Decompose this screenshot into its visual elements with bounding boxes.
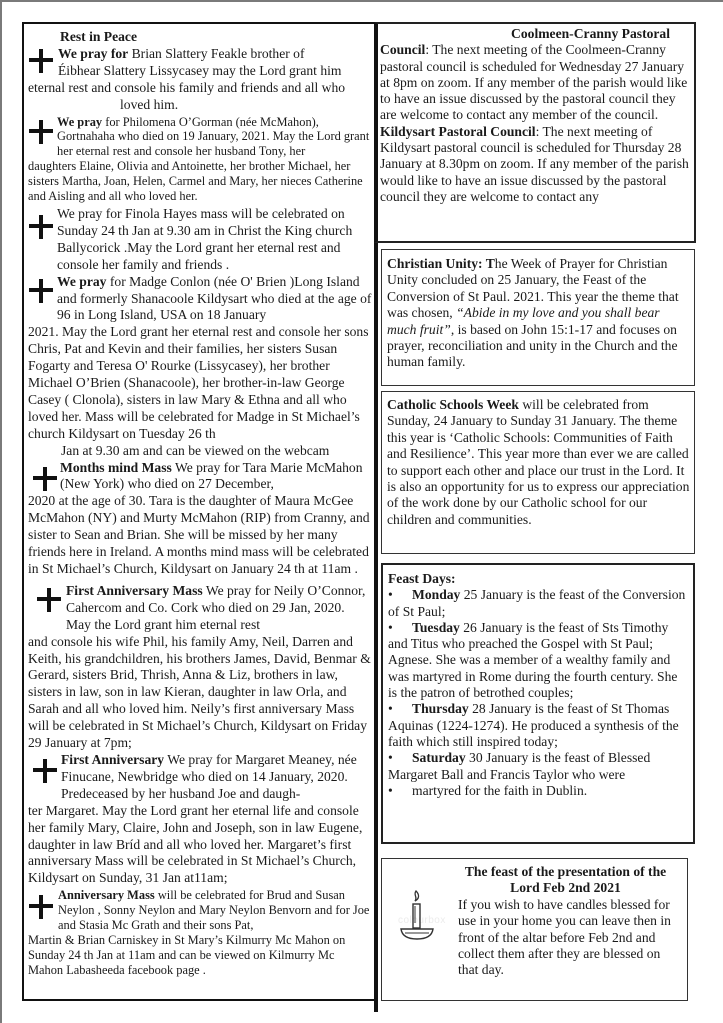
council-text: : The next meeting of the Coolmeen-Cranny pastoral council is scheduled for Wednesday 27 January at 8pm on zoom. If any member of the parish would like to have an issue discussed by the pastoral council they are welcome to contact any member of the council.: [380, 42, 688, 123]
cross-icon: [28, 894, 54, 920]
page-frame-top: [0, 0, 723, 2]
entry-text: ter Margaret. May the Lord grant her eternal life and console her family Mary, Claire, John and Joseph, son in law Eugene, daughter in law Bríd and all who loved her. Margaret’s first anniversary Mass will be celebrated in St Michael’s Church, Kildysart on Sunday, 31 Jan at11am;: [28, 802, 363, 886]
entry-text: We pray for Tara Marie McMahon (New York) who died on 27 December,: [60, 459, 363, 492]
feast-item: [388, 783, 689, 799]
presentation-box: [381, 858, 688, 1001]
obituary-entry: [28, 206, 372, 274]
christian-unity-quote: “Abide in my love and you shall bear much fruit”: [387, 305, 660, 337]
bullet-icon: •: [388, 701, 393, 717]
entry-text: for Philomena O’Gorman (née McMahon), Gortnahaha who died on 19 January, 2021. May the Lord grant her eternal rest and console her husband Tony, her: [57, 114, 370, 159]
bullet-icon: •: [388, 587, 393, 603]
entry-text: loved him.: [120, 96, 179, 112]
entry-lead: First Anniversary: [61, 751, 165, 767]
feast-item: [388, 701, 689, 750]
feast-text: 25 January is the feast of the Conversion of St Paul;: [388, 587, 686, 619]
feast-text: martyred for the faith in Dublin.: [412, 782, 588, 798]
entry-text: Brian Slattery Feakle brother of: [128, 45, 305, 61]
feast-day: Thursday: [412, 701, 469, 717]
feast-item: [388, 620, 689, 701]
kildysart-council-title: Kildysart Pastoral Council: [380, 123, 536, 139]
presentation-text: If you wish to have candles blessed for use in your home you can leave then in front of the altar before Feb 2nd and collect them after they are blessed on that day.: [458, 896, 671, 978]
kildysart-council-text: : The next meeting of Kildysart pastoral council is scheduled for Thursday 28 January at 8.30pm on zoom. If any member of the parish would like to have an issue discussed by the pastoral council they are welcome to contact any: [380, 123, 689, 204]
pastoral-council-box: [374, 22, 696, 243]
obituary-entry: [28, 752, 372, 887]
obituary-entry: [28, 274, 372, 460]
christian-unity-title: Christian Unity: T: [387, 256, 495, 271]
feast-day: Saturday: [412, 750, 466, 766]
entry-text: for Madge Conlon (née O' Brien )Long Island and formerly Shanacoole Kildysart who died at the age of 96 in Long Island, USA on 18 January: [57, 273, 372, 323]
feast-day: Tuesday: [412, 619, 460, 635]
feast-text: 30 January is the feast of Blessed Margaret Ball and Francis Taylor who were: [388, 750, 651, 782]
obituary-entry: [28, 583, 372, 752]
entry-text: Martin & Brian Carniskey in St Mary’s Kilmurry Mc Mahon on Sunday 24 th Jan at 11am and can be viewed on Kilmurry Mc Mahon Labasheeda facebook page .: [28, 932, 346, 977]
entry-text: We pray for Neily O’Connor, Cahercom and Co. Cork who died on 29 Jan, 2020. May the Lord grant him eternal rest: [66, 582, 366, 632]
entry-text: We pray for Margaret Meaney, née Finucane, Newbridge who died on 14 January, 2020. Predeceased by her husband Joe and daugh-: [61, 751, 357, 801]
cross-icon: [28, 48, 54, 74]
entry-text: eternal rest and console his family and friends and all who: [28, 79, 346, 95]
entry-text: daughters Elaine, Olivia and Antoinette, her brother Michael, her sisters Martha, Joan, Helen, Carmel and Mary, her nieces Catherine and Aisling and all who loved her.: [28, 159, 363, 204]
obituary-entry: [28, 115, 372, 204]
cross-icon: [28, 119, 54, 145]
catholic-schools-box: [381, 391, 695, 554]
entry-lead: We pray: [57, 114, 103, 129]
bullet-icon: •: [388, 619, 393, 635]
christian-unity-text: he Week of Prayer for Christian Unity concluded on 25 January, the Feast of the Conversion of St Paul. 2021. This year the theme that was chosen,: [387, 256, 679, 321]
entry-text: and console his wife Phil, his family Amy, Neil, Darren and Keith, his grandchildren, his brothers James, David, Benmar & Gerard, sisters Brid, Thrish, Anna & Liz, brothers in law, sisters in law, son in law Kieran, daughter in law Orla, and Sarah and all who loved him. Neily’s first anniversary Mass will be celebrated in St Michael’s Church, Kildysart on Friday 29 January at 7pm;: [28, 633, 371, 751]
cross-icon: [28, 278, 54, 304]
obituary-entry: [28, 46, 372, 114]
council-title-cont: Council: [380, 42, 426, 58]
entry-lead: We pray: [57, 273, 107, 289]
christian-unity-text-2: , is based on John 15:1-17 and focuses on prayer, reconciliation and unity in the Church and the human family.: [387, 321, 678, 370]
entry-lead: First Anniversary Mass: [66, 582, 203, 598]
council-title: Coolmeen-Cranny Pastoral: [511, 26, 670, 41]
catholic-schools-title: Catholic Schools Week: [387, 397, 519, 412]
entry-text: We pray for Finola Hayes mass will be celebrated on Sunday 24 th Jan at 9.30 am in Christ the King church Ballycorick .May the Lord grant her eternal rest and console her family and friends .: [57, 205, 353, 272]
feast-item: [388, 587, 689, 620]
entry-text: Jan at 9.30 am and can be viewed on the webcam: [61, 442, 330, 458]
feast-days-box: [381, 563, 695, 844]
entry-text: 2020 at the age of 30. Tara is the daughter of Maura McGee McMahon (NY) and Murty McMahon (RIP) from Cranny, and sister to Sean and Brian. She will be missed by her many friends here in Ireland. A months mind mass will be celebrated in St Michael’s Church, Kildysart on January 24 th at 11am .: [28, 493, 370, 576]
cross-icon: [28, 214, 54, 240]
entry-text: will be celebrated for Brud and Susan Neylon , Sonny Neylon and Mary Neylon Benvorn and for Joe and Stasia Mc Grath and their sons Pat,: [58, 888, 370, 933]
obituary-entry: [28, 888, 372, 977]
presentation-title: The feast of the presentation of the Lord Feb 2nd 2021: [464, 864, 667, 896]
christian-unity-box: [381, 249, 695, 386]
obituary-entry: [28, 460, 372, 578]
feast-day: Monday: [412, 587, 461, 603]
page-frame-left: [0, 0, 2, 1023]
feast-text: 26 January is the feast of Sts Timothy and Titus who preached the Gospel with St Paul; Agnese. She was a member of a wealthy family and was martyred in Rome during the fourth century. She is the patron of betrothed couples;: [388, 619, 678, 701]
rest-in-peace-title: Rest in Peace: [60, 29, 138, 44]
bullet-icon: •: [388, 750, 393, 766]
entry-lead: Anniversary Mass: [58, 888, 155, 903]
rest-in-peace-box: [22, 22, 378, 1001]
feast-item: [388, 750, 689, 783]
feast-days-title: Feast Days:: [388, 571, 456, 586]
cross-icon: [32, 466, 58, 492]
entry-text: 2021. May the Lord grant her eternal rest and console her sons Chris, Pat and Kevin and their families, her sisters Susan Fogarty and Teresa O' Rourke (Lissycasey), her brother Michael O’Brien (Shanacoole), her brother-in-law George Casey ( Clonola), sisters in law Mary & Ethna and all who loved her. Mass will be celebrated for Madge in St Michael’s church Kildysart on Tuesday 26 th: [28, 324, 369, 441]
cross-icon: [32, 758, 58, 784]
entry-text: Éibhear Slattery Lissycasey may the Lord grant him: [58, 62, 342, 78]
catholic-schools-text: will be celebrated from Sunday, 24 January to Sunday 31 January. The theme this year is ‘Catholic Schools: Communities of Faith and Resilience’. This year more than ever we are called to support each other and place our trust in the Lord. It is also an opportunity for us to express our appreciation of the work done by our Catholic school for our children and communities.: [387, 397, 690, 527]
watermark-text: colourbox: [398, 915, 446, 926]
cross-icon: [36, 587, 62, 613]
entry-lead: We pray for: [58, 45, 129, 61]
bullet-icon: •: [388, 782, 393, 798]
candle-icon: [396, 889, 438, 943]
feast-text: 28 January is the feast of St Thomas Aquinas (1224-1274). He produced a synthesis of the faith which still inspired today;: [388, 701, 679, 749]
entry-lead: Months mind Mass: [60, 459, 172, 475]
